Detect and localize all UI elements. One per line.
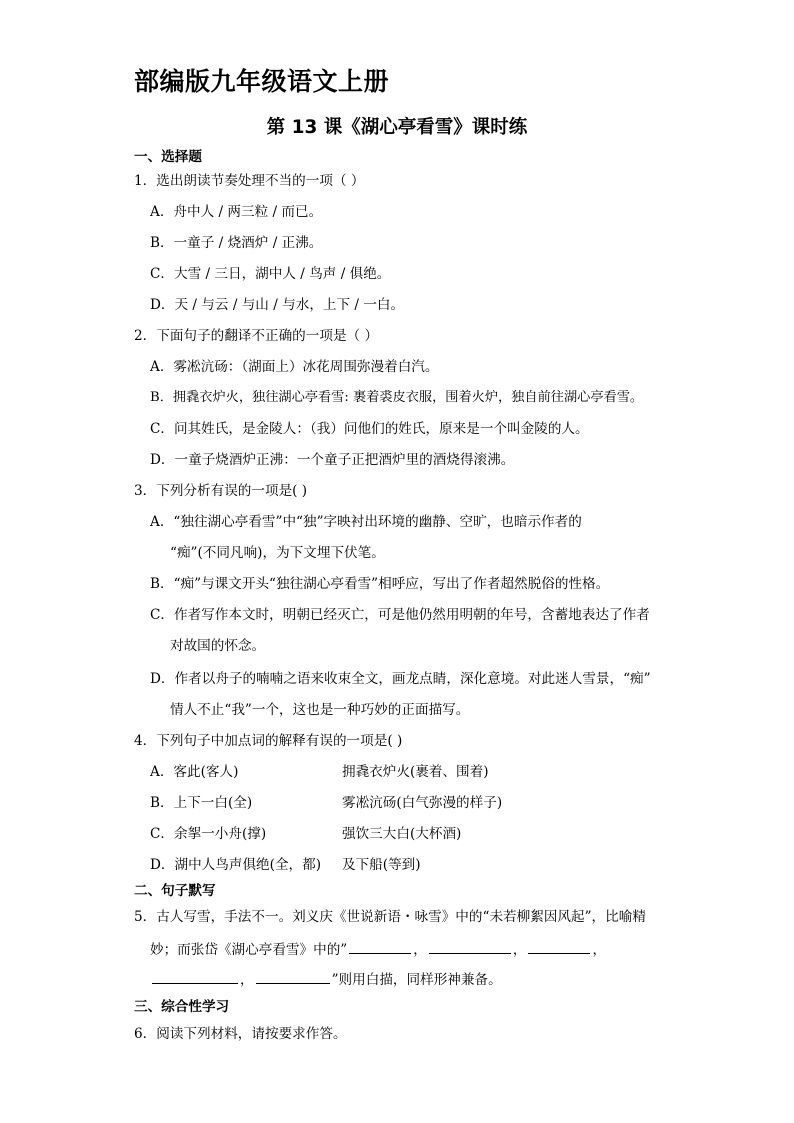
section-heading-comprehensive: 三、综合性学习	[134, 999, 230, 1015]
q4-option-c-left: C．余挐一小舟(撑)	[150, 826, 267, 842]
answer-blank-3[interactable]	[528, 940, 590, 954]
q3-option-c-line1: C．作者写作本文时，明朝已经灭亡，可是他仍然用明朝的年号，含蓄地表达了作者	[150, 607, 650, 623]
q2-option-b: B．拥毳衣炉火，独往湖心亭看雪: 裹着裘皮衣服，围着火炉，独自前往湖心亭看雪。	[150, 390, 644, 405]
q4-option-a-right: 拥毳衣炉火(裹着、围着)	[342, 764, 489, 780]
q3-option-a-line2: “痴”(不同凡响)，为下文埋下伏笔。	[170, 545, 385, 561]
q4-option-a-left: A．客此(客人)	[150, 764, 239, 780]
q5-line2	[150, 940, 606, 959]
section-heading-choice: 一、选择题	[134, 149, 202, 165]
answer-blank-5[interactable]	[256, 970, 330, 984]
q2-stem: 2．下面句子的翻译不正确的一项是（ ）	[134, 328, 379, 344]
q1-option-c: C．大雪 / 三日，湖中人 / 鸟声 / 俱绝。	[150, 266, 391, 282]
q5-separator: ，	[592, 942, 607, 958]
q5-separator: ，	[512, 942, 527, 958]
q3-option-d-line2: 情人不止“我”一个，这也是一种巧妙的正面描写。	[170, 702, 470, 718]
q2-option-d: D．一童子烧酒炉正沸：一个童子正把酒炉里的酒烧得滚沸。	[150, 452, 515, 468]
q1-stem: 1．选出朗读节奏处理不当的一项（ ）	[134, 173, 365, 189]
q5-line3-text: ”则用白描，同样形神兼备。	[331, 972, 502, 988]
lesson-title: 第 13 课《湖心亭看雪》课时练	[266, 117, 528, 138]
q4-option-d-right: 及下船(等到)	[342, 857, 421, 873]
q5-line1: 5．古人写雪，手法不一。刘义庆《世说新语・咏雪》中的“未若柳絮因风起”，比喻精	[134, 909, 646, 925]
q1-option-a: A．舟中人 / 两三粒 / 而已。	[150, 204, 323, 220]
q2-option-c: C．问其姓氏，是金陵人：（我）问他们的姓氏，原来是一个叫金陵的人。	[150, 421, 589, 437]
q3-option-c-line2: 对故国的怀念。	[170, 638, 266, 654]
q5-separator: ，	[413, 942, 427, 958]
q5-line3	[150, 970, 502, 989]
q4-option-c-right: 强饮三大白(大杯酒)	[342, 826, 462, 842]
answer-blank-1[interactable]	[349, 940, 411, 954]
q3-option-d-line1: D．作者以舟子的喃喃之语来收束全文，画龙点睛，深化意境。对此迷人雪景，“痴”	[150, 671, 651, 687]
q3-option-b: B．“痴”与课文开头“独往湖心亭看雪”相呼应，写出了作者超然脱俗的性格。	[150, 576, 610, 592]
q3-option-a-line1: A．“独往湖心亭看雪”中“独”字映衬出环境的幽静、空旷，也暗示作者的	[150, 514, 582, 530]
q1-option-b: B．一童子 / 烧酒炉 / 正沸。	[150, 235, 323, 251]
q4-stem: 4．下列句子中加点词的解释有误的一项是( )	[134, 733, 403, 749]
q4-option-b-right: 雾凇沆砀(白气弥漫的样子)	[342, 795, 503, 811]
answer-blank-4[interactable]	[152, 970, 238, 984]
answer-blank-2[interactable]	[429, 940, 511, 954]
q5-separator: ，	[240, 972, 254, 988]
q5-line2-text: 妙；而张岱《湖心亭看雪》中的”	[150, 942, 348, 958]
q2-option-a: A．雾凇沆砀：（湖面上）冰花周围弥漫着白汽。	[150, 359, 439, 375]
q6-stem: 6．阅读下列材料，请按要求作答。	[134, 1026, 347, 1042]
q4-option-d-left: D．湖中人鸟声俱绝(全，都)	[150, 857, 322, 873]
q3-stem: 3．下列分析有误的一项是( )	[134, 483, 308, 499]
q4-option-b-left: B．上下一白(全)	[150, 795, 253, 811]
section-heading-dictation: 二、句子默写	[134, 883, 216, 899]
q1-option-d: D．天 / 与云 / 与山 / 与水，上下 / 一白。	[150, 297, 405, 313]
document-title: 部编版九年级语文上册	[134, 67, 390, 96]
